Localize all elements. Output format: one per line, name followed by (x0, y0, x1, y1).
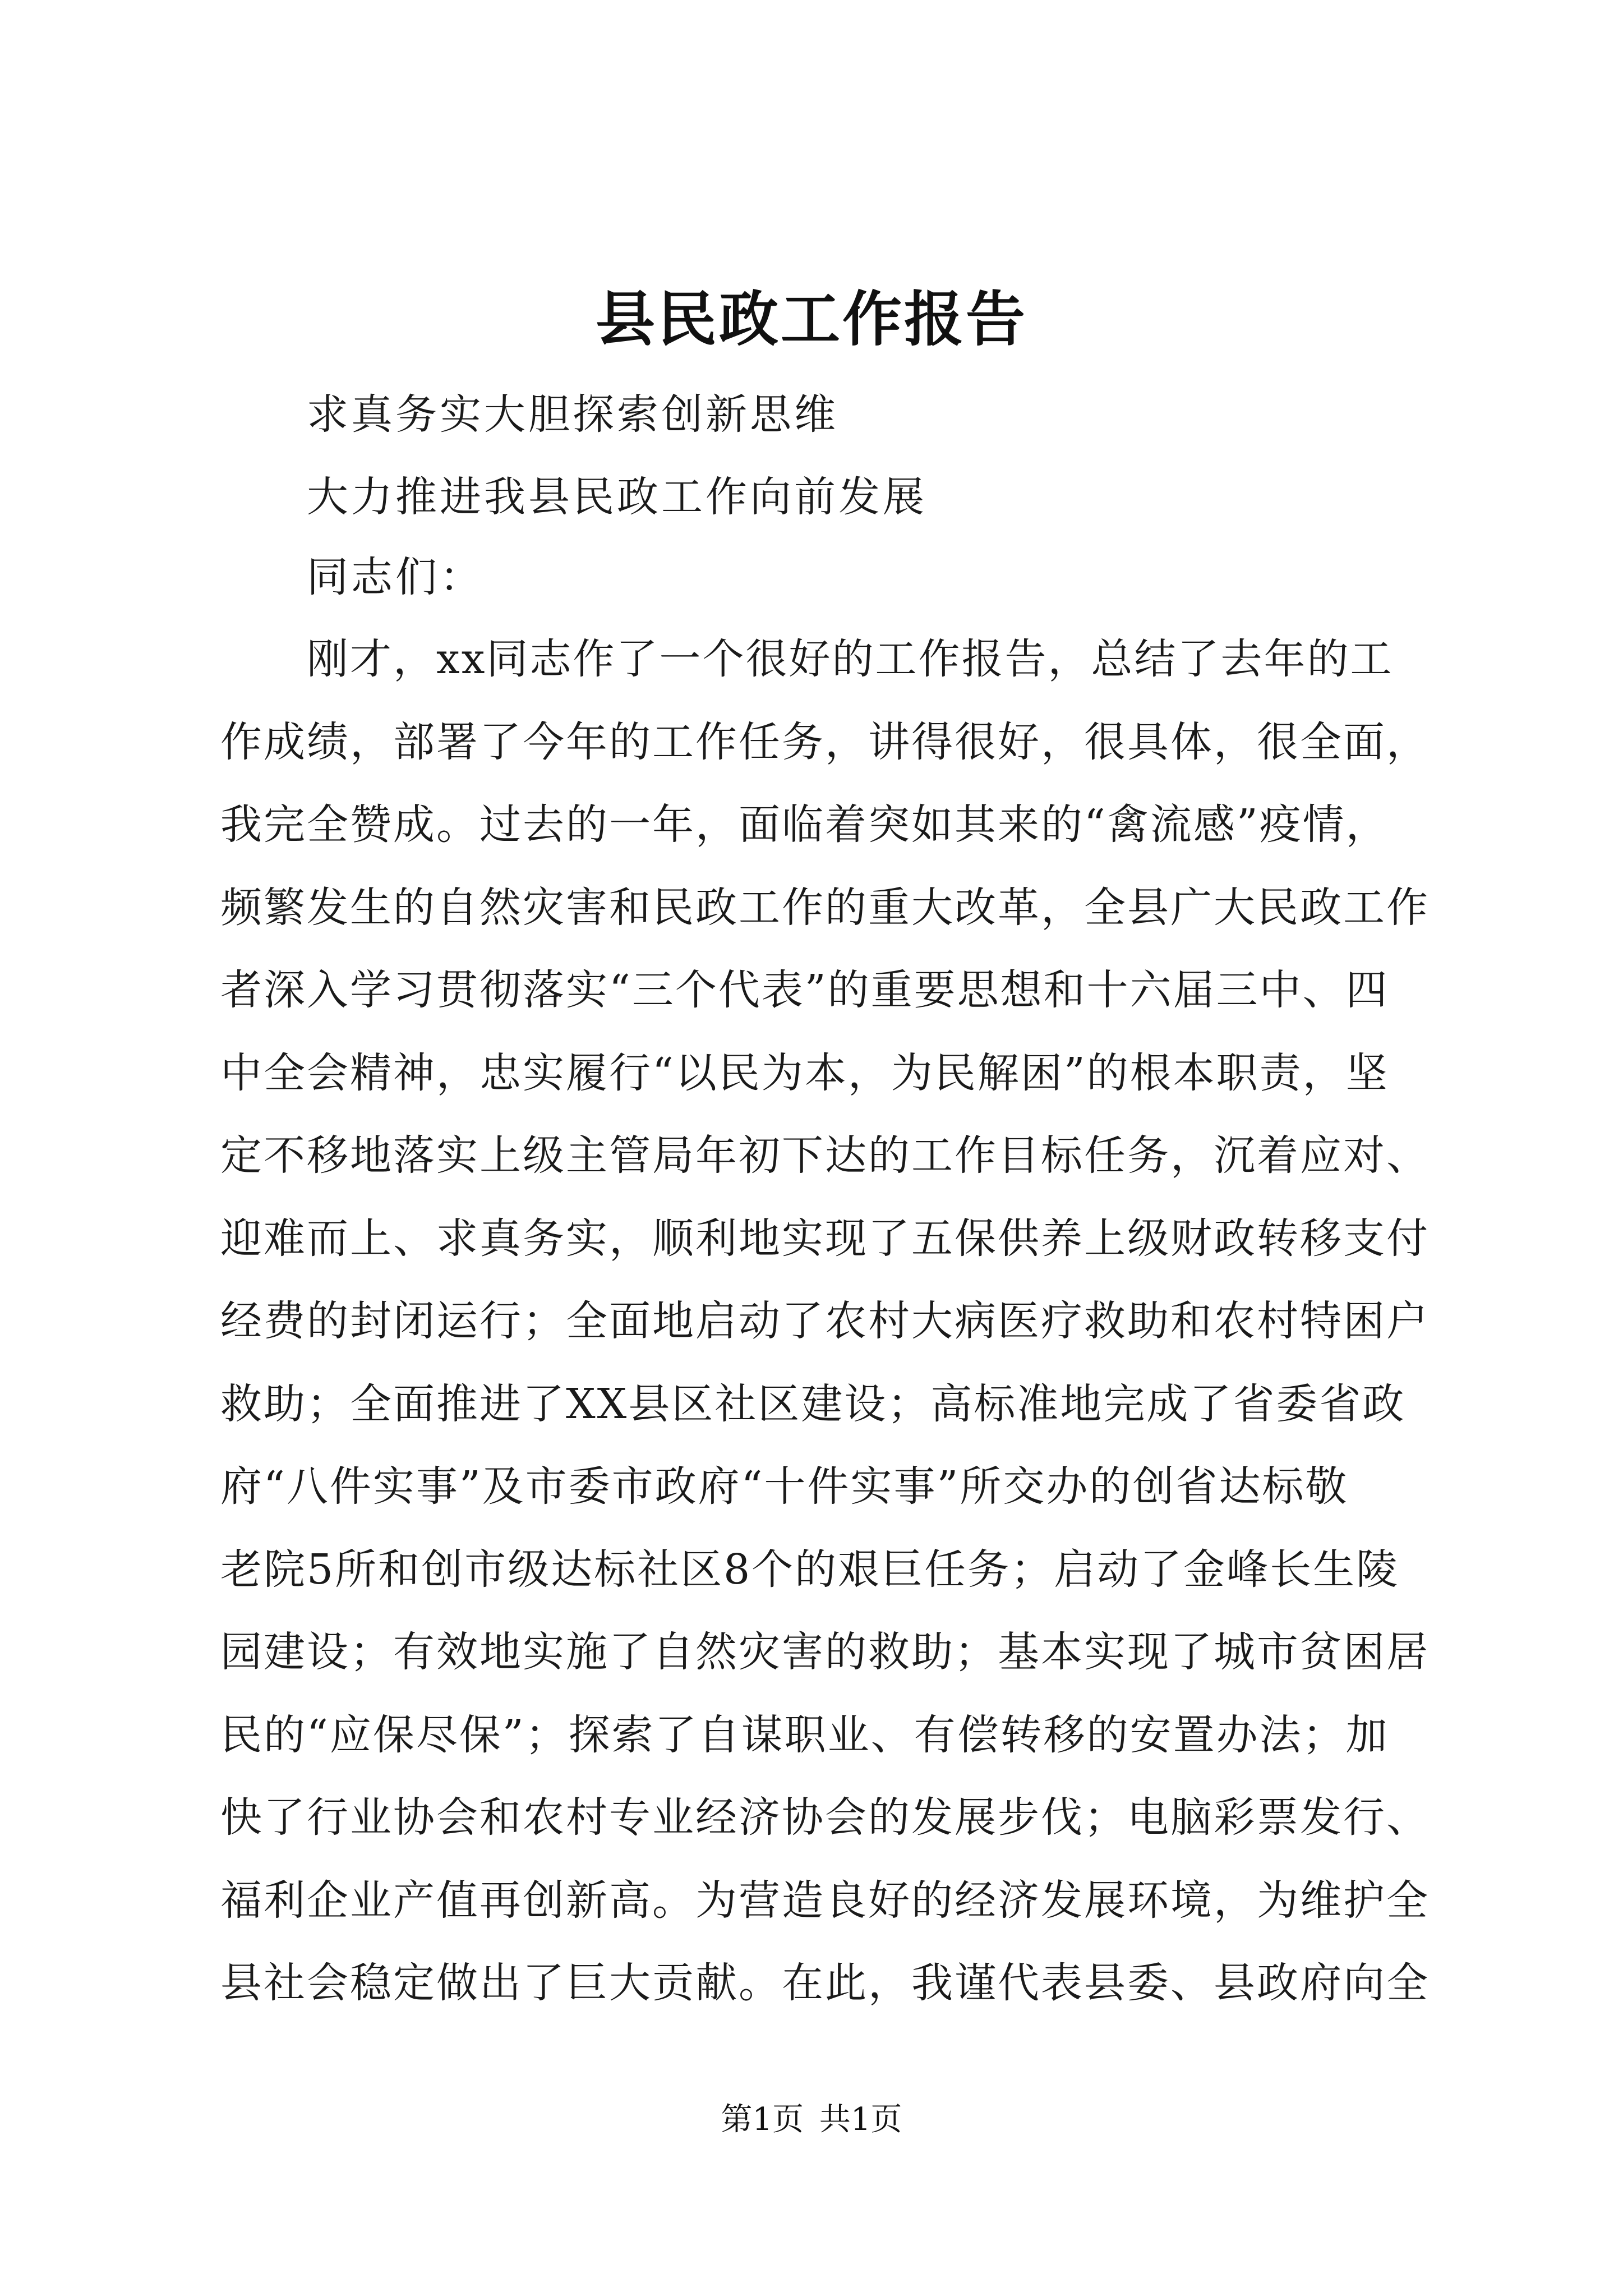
body-line: 民的“应保尽保”；探索了自谋职业、有偿转移的安置办法；加 (220, 1710, 1389, 1759)
body-line: 定不移地落实上级主管局年初下达的工作目标任务，沉着应对、 (220, 1131, 1430, 1180)
body-line: 我完全赞成。过去的一年，面临着突如其来的“禽流感”疫情， (220, 800, 1389, 849)
subtitle-line-2: 大力推进我县民政工作向前发展 (307, 473, 927, 521)
body-line: 县社会稳定做出了巨大贡献。在此，我谨代表县委、县政府向全 (220, 1959, 1430, 2007)
document-title: 县民政工作报告 (596, 284, 1027, 354)
body-line: 经费的封闭运行；全面地启动了农村大病医疗救助和农村特困户 (220, 1297, 1430, 1345)
body-line: 府“八件实事”及市委市政府“十件实事”所交办的创省达标敬 (220, 1462, 1349, 1511)
body-line: 频繁发生的自然灾害和民政工作的重大改革，全县广大民政工作 (220, 883, 1430, 932)
body-line: 园建设；有效地实施了自然灾害的救助；基本实现了城市贫困居 (220, 1628, 1430, 1676)
body-line: 中全会精神，忠实履行“以民为本，为民解困”的根本职责，坚 (220, 1048, 1389, 1097)
page-number-footer: 第1页 共1页 (721, 2101, 902, 2138)
body-line: 救助；全面推进了XX县区社区建设；高标准地完成了省委省政 (220, 1379, 1406, 1428)
body-line: 老院5所和创市级达标社区8个的艰巨任务；启动了金峰长生陵 (220, 1545, 1400, 1594)
body-line: 者深入学习贯彻落实“三个代表”的重要思想和十六届三中、四 (220, 966, 1389, 1014)
body-line: 快了行业协会和农村专业经济协会的发展步伐；电脑彩票发行、 (220, 1793, 1430, 1842)
body-line: 刚才，xx同志作了一个很好的工作报告，总结了去年的工 (220, 635, 1394, 683)
body-line: 作成绩，部署了今年的工作任务，讲得很好，很具体，很全面， (220, 717, 1430, 766)
body-paragraph (220, 631, 1430, 2038)
salutation: 同志们： (307, 553, 484, 601)
body-line: 迎难而上、求真务实，顺利地实现了五保供养上级财政转移支付 (220, 1214, 1430, 1263)
body-line: 福利企业产值再创新高。为营造良好的经济发展环境，为维护全 (220, 1876, 1430, 1925)
subtitle-line-1: 求真务实大胆探索创新思维 (307, 390, 838, 439)
